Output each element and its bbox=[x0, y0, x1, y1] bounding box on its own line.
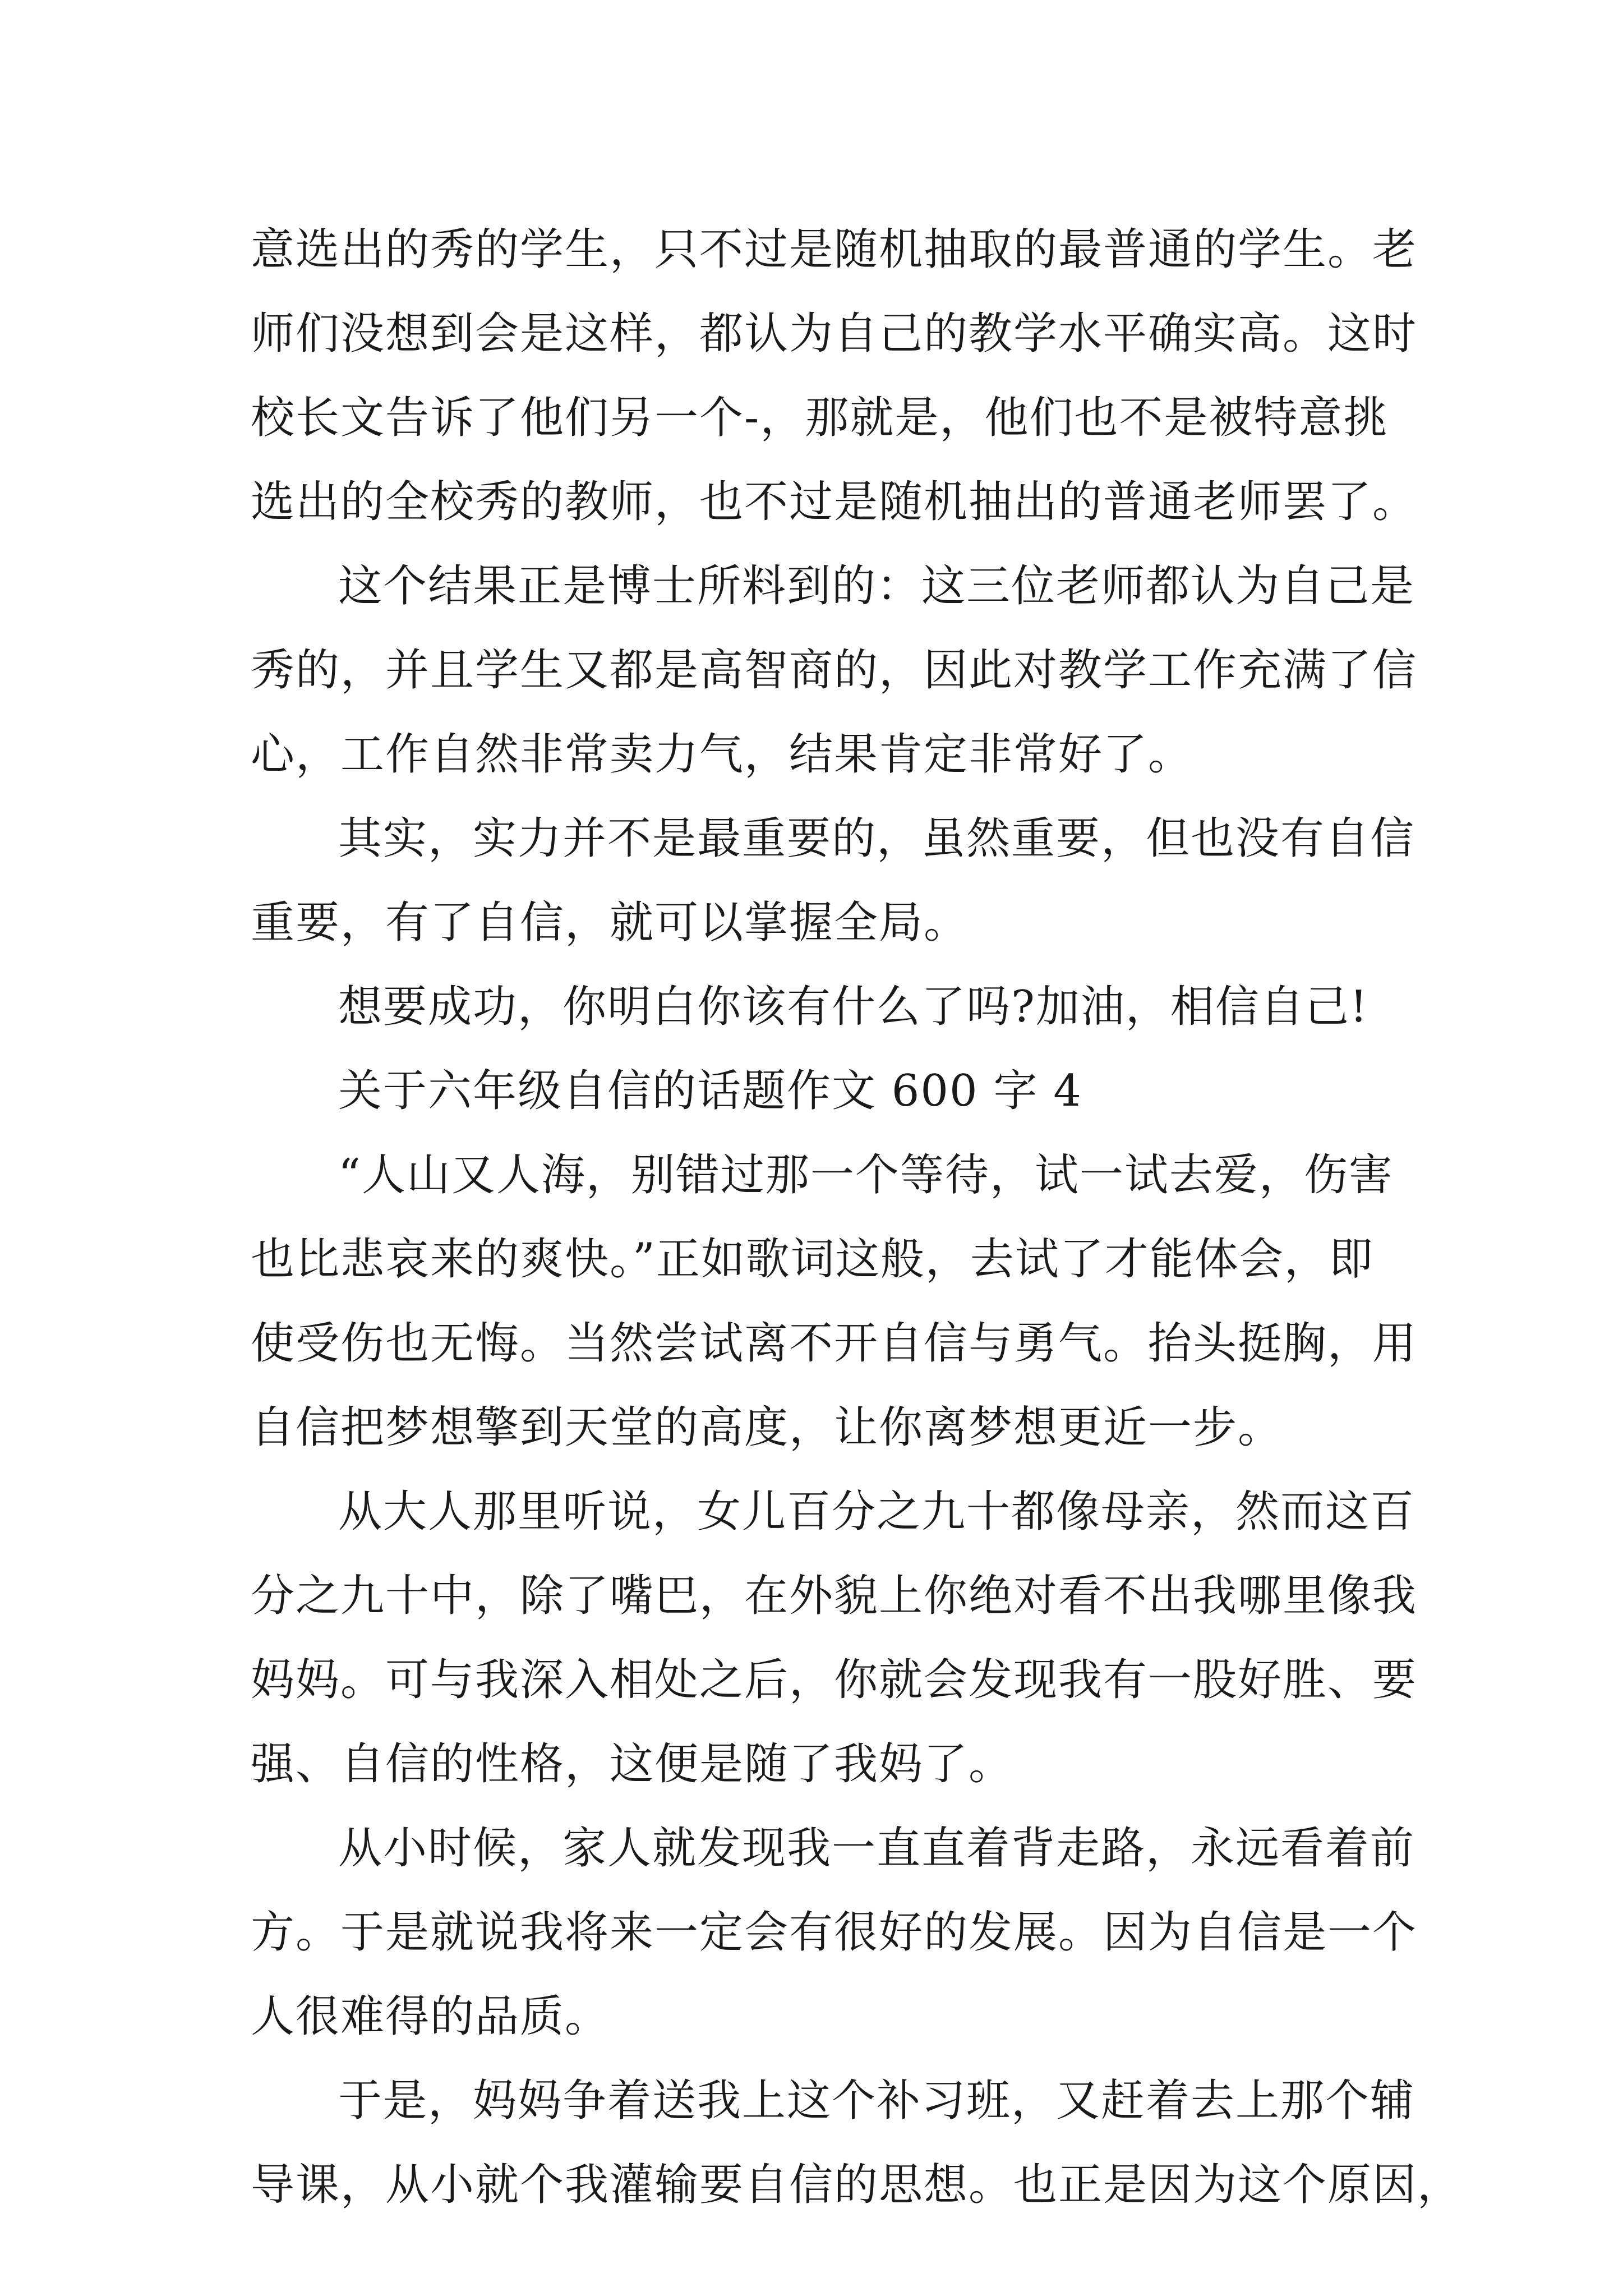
text-line: 选出的全校秀的教师，也不过是随机抽出的普通老师罢了。 bbox=[251, 477, 1418, 527]
text-line: 自信把梦想擎到天堂的高度，让你离梦想更近一步。 bbox=[251, 1402, 1283, 1453]
text-line: 使受伤也无悔。当然尝试离不开自信与勇气。抬头挺胸，用 bbox=[251, 1318, 1418, 1369]
text-line: 重要，有了自信，就可以掌握全局。 bbox=[251, 898, 969, 948]
text-line: 于是，妈妈争着送我上这个补习班，又赶着去上那个辅 bbox=[338, 2076, 1415, 2126]
text-line: 强、自信的性格，这便是随了我妈了。 bbox=[251, 1739, 1014, 1789]
text-line: 秀的，并且学生又都是高智商的，因此对教学工作充满了信 bbox=[251, 645, 1418, 696]
document-body bbox=[251, 208, 1463, 2227]
text-line: 导课，从小就个我灌输要自信的思想。也正是因为这个原因， bbox=[251, 2160, 1463, 2210]
text-line: 其实，实力并不是最重要的，虽然重要，但也没有自信 bbox=[338, 813, 1415, 864]
text-line: 分之九十中，除了嘴巴，在外貌上你绝对看不出我哪里像我 bbox=[251, 1571, 1418, 1621]
text-line: 从小时候，家人就发现我一直直着背走路，永远看着前 bbox=[338, 1823, 1415, 1874]
essay-heading: 关于六年级自信的话题作文 600 字 4 bbox=[338, 1066, 1082, 1116]
text-line: 人很难得的品质。 bbox=[251, 1991, 610, 2042]
text-line: 师们没想到会是这样，都认为自己的教学水平确实高。这时 bbox=[251, 309, 1418, 359]
text-line: 妈妈。可与我深入相处之后，你就会发现我有一股好胜、要 bbox=[251, 1655, 1418, 1705]
text-line: 心，工作自然非常卖力气，结果肯定非常好了。 bbox=[251, 729, 1193, 780]
text-line: 方。于是就说我将来一定会有很好的发展。因为自信是一个 bbox=[251, 1907, 1418, 1958]
text-line: “人山又人海，别错过那一个等待，试一试去爱，伤害 bbox=[338, 1150, 1394, 1200]
text-line: 从大人那里听说，女儿百分之九十都像母亲，然而这百 bbox=[338, 1487, 1415, 1537]
text-line: 这个结果正是博士所料到的：这三位老师都认为自己是 bbox=[338, 561, 1415, 611]
text-line: 也比悲哀来的爽快。”正如歌词这般，去试了才能体会，即 bbox=[251, 1234, 1374, 1285]
text-line: 意选出的秀的学生，只不过是随机抽取的最普通的学生。老 bbox=[251, 224, 1418, 275]
text-line: 想要成功，你明白你该有什么了吗?加油，相信自己! bbox=[338, 982, 1369, 1032]
text-line: 校长文告诉了他们另一个-，那就是，他们也不是被特意挑 bbox=[251, 393, 1389, 443]
